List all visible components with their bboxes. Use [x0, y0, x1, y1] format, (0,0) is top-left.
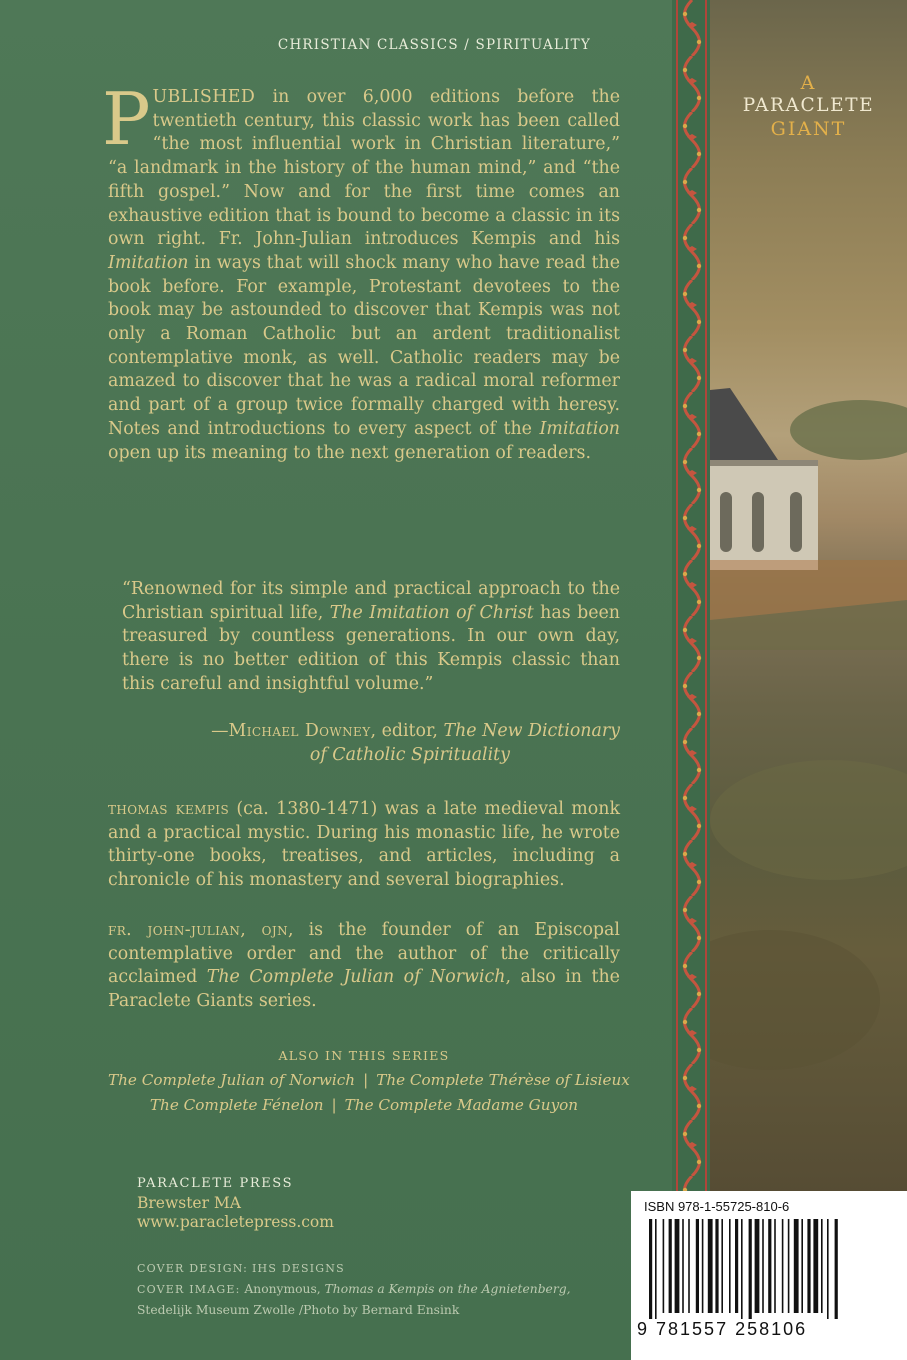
barcode-bar — [715, 1219, 718, 1313]
quote-text-2: has been treasured by countless generations. In our own day, there is no better edition of this Kempis classic than this careful and insightful volume.” — [122, 602, 620, 694]
barcode-bar — [774, 1219, 776, 1313]
author-bio-text: (ca. 1380-1471) was a late medieval monk and a practical mystic. During his monastic life, he wrote thirty-one books, treatises, and articles, including a chronicle of his monastery and several biographies. — [108, 799, 620, 891]
isbn-label: ISBN 978-1-55725-810-6 — [644, 1199, 790, 1214]
series-separator: | — [363, 1071, 369, 1089]
barcode-digits: 9 781557 258106 — [637, 1319, 808, 1339]
endorsement-quote — [122, 578, 620, 697]
barcode-bar — [721, 1219, 723, 1313]
barcode-bar — [688, 1219, 690, 1313]
barcode-bar — [696, 1219, 699, 1313]
editor-book-title: The Complete Julian of Norwich — [206, 967, 506, 988]
description-text-2: in ways that will shock many who have read the book before. For example, Protestant devotees to the book may be astounded to discover that Kempis was not only a Roman Catholic but an ardent traditionalist contemplative monk, as well. Catholic readers may be amazed to discover that he was a radical moral reformer and part of a group twice formally charged with heresy. Notes and introductions to every aspect of the — [108, 252, 620, 439]
author-name: thomas kempis — [108, 799, 230, 819]
vine-ornament-icon — [678, 0, 706, 1360]
barcode-bar — [821, 1219, 823, 1313]
barcode-bar — [782, 1219, 784, 1313]
attribution-work: The New Dictionary — [443, 721, 620, 741]
lead-word: UBLISHED — [152, 87, 256, 107]
description-text: in over 6,000 editions before the twentieth century, this classic work has been called “the most influential work in Christian literature,” “a landmark in the history of the human mind,” and “the fifth gospel.” Now and for the first time comes an exhaustive edition that is bound to become a classic in its own right. Fr. John-Julian introduces Kempis and his — [108, 87, 620, 250]
series-title: The Complete Julian of Norwich — [108, 1071, 356, 1089]
barcode-bar — [729, 1219, 731, 1313]
barcode-bar — [813, 1219, 818, 1313]
barcode-bar — [741, 1219, 743, 1319]
barcode-bar — [762, 1219, 764, 1313]
barcode-bar — [768, 1219, 771, 1313]
barcode-bar — [702, 1219, 704, 1313]
book-title-mention: Imitation — [108, 252, 189, 273]
publisher-block — [137, 1174, 334, 1233]
quote-book-title: The Imitation of Christ — [329, 602, 534, 623]
barcode-bar — [788, 1219, 790, 1313]
attribution-work-2: of Catholic Spirituality — [309, 744, 510, 765]
badge-article: A — [800, 72, 817, 94]
attribution-role: , editor, — [370, 721, 444, 741]
description-paragraph — [102, 77, 620, 465]
editor-bio — [108, 919, 620, 1014]
barcode-bar — [682, 1219, 684, 1313]
quote-attribution — [108, 720, 620, 767]
image-credit — [137, 1279, 571, 1300]
design-credit — [137, 1258, 571, 1279]
cover-credits — [137, 1258, 571, 1320]
barcode-bar — [794, 1219, 799, 1313]
series-badge — [716, 72, 901, 140]
attribution-name: Michael Downey — [228, 721, 371, 741]
publisher-city: Brewster MA — [137, 1193, 241, 1212]
drop-cap: P — [102, 77, 151, 161]
barcode-bar — [807, 1219, 810, 1313]
series-title: The Complete Thérèse of Lisieux — [376, 1071, 630, 1089]
author-bio — [108, 798, 620, 893]
series-heading: ALSO IN THIS SERIES — [278, 1048, 450, 1063]
badge-giant: GIANT — [770, 118, 847, 140]
image-credit-line2: Stedelijk Museum Zwolle /Photo by Bernard Ensink — [137, 1303, 460, 1317]
series-title: The Complete Fénelon — [149, 1096, 324, 1114]
book-title-mention-2: Imitation — [539, 418, 620, 439]
image-value: Anonymous, — [244, 1282, 325, 1296]
barcode-bar — [663, 1219, 665, 1313]
image-title: Thomas a Kempis on the Agnietenberg, — [324, 1282, 571, 1296]
barcode-bar — [755, 1219, 760, 1313]
barcode-bar — [708, 1219, 713, 1313]
attribution-dash: — — [211, 721, 229, 741]
description-text-3: open up its meaning to the next generation of readers. — [108, 442, 592, 463]
editor-bio-text-2: , also in the Paraclete Giants series. — [108, 967, 620, 1012]
barcode-bar — [649, 1219, 652, 1319]
barcode-bar — [801, 1219, 803, 1313]
barcode-bar — [669, 1219, 672, 1313]
badge-paraclete: PARACLETE — [742, 95, 875, 116]
series-row-1 — [108, 1068, 630, 1093]
editor-name: fr. john-julian, ojn — [108, 920, 288, 940]
design-label: COVER DESIGN: — [137, 1262, 249, 1275]
series-title: The Complete Madame Guyon — [344, 1096, 579, 1114]
barcode-bar — [749, 1219, 752, 1319]
barcode-bar — [655, 1219, 657, 1319]
barcode-bar — [675, 1219, 680, 1313]
series-separator: | — [331, 1096, 337, 1114]
barcode-bar — [835, 1219, 838, 1319]
editor-bio-text: , is the founder of an Episcopal contemplative order and the author of the critically acclaimed — [108, 920, 620, 988]
painting-scene-icon — [710, 0, 907, 1360]
design-value: IHS DESIGNS — [251, 1262, 345, 1275]
category-label: CHRISTIAN CLASSICS / SPIRITUALITY — [277, 37, 591, 53]
quote-text: “Renowned for its simple and practical approach to the Christian spiritual life, — [122, 579, 620, 623]
barcode-icon — [649, 1219, 889, 1319]
publisher-name: PARACLETE PRESS — [137, 1176, 294, 1191]
image-label: COVER IMAGE: — [137, 1283, 241, 1296]
publisher-website: www.paracletepress.com — [137, 1213, 334, 1231]
series-row-2 — [108, 1093, 620, 1118]
barcode-bar — [735, 1219, 738, 1313]
barcode-bar — [827, 1219, 829, 1319]
series-list — [108, 1048, 630, 1118]
isbn-barcode-box — [631, 1191, 907, 1360]
